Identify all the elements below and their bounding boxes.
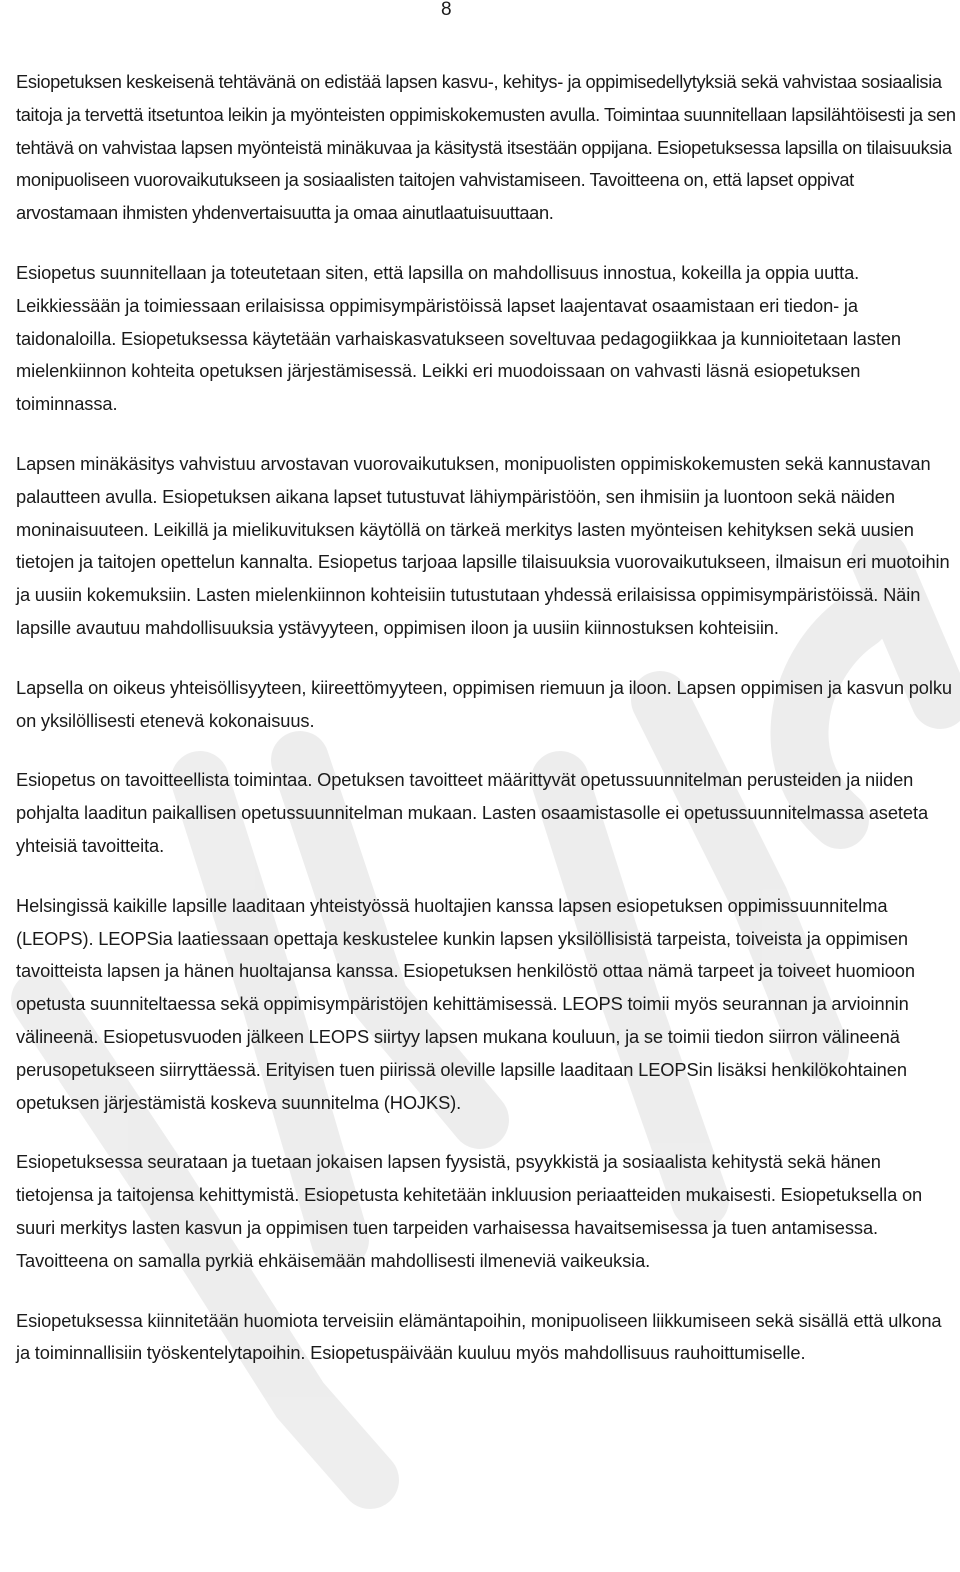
paragraph: Esiopetus suunnitellaan ja toteutetaan siten, että lapsilla on mahdollisuus innostua, kokeilla ja oppia uutta. Leikkiessään ja toimiessaan erilaisissa oppimisympäristöissä lapset laajentavat osaamistaan eri tiedon- ja taidonaloilla. Esiopetuksessa käytetään varhaiskasvatukseen soveltuvaa pedagogiikkaa ja kunnioitetaan lasten mielenkiinnon kohteita opetuksen järjestämisessä. Leikki eri muodoissaan on vahvasti läsnä esiopetuksen toiminnassa.: [16, 261, 901, 415]
paragraph: Esiopetuksen keskeisenä tehtävänä on edistää lapsen kasvu-, kehitys- ja oppimisedellytyksiä sekä vahvistaa sosiaalisia taitoja ja tervettä itsetuntoa leikin ja myönteisten oppimiskokemusten avulla. Toimintaa suunnitellaan lapsilähtöisesti ja sen tehtävä on vahvistaa lapsen myönteistä minäkuvaa ja käsitystä itsestään oppijana. Esiopetuksessa lapsilla on tilaisuuksia monipuoliseen vuorovaikutukseen ja sosiaalisten taitojen vahvistamiseen. Tavoitteena on, että lapset oppivat arvostamaan ihmisten yhdenvertaisuutta ja omaa ainutlaatuisuuttaan.: [16, 71, 956, 224]
paragraph: Lapsen minäkäsitys vahvistuu arvostavan vuorovaikutuksen, monipuolisten oppimiskokemusten sekä kannustavan palautteen avulla. Esiopetuksen aikana lapset tutustuvat lähiympäristöön, sen ihmisiin ja luontoon sekä näiden moninaisuuteen. Leikillä ja mielikuvituksen käytöllä on tärkeä merkitys lasten myönteisen kehityksen sekä uusien tietojen ja taitojen opettelun kannalta. Esiopetus tarjoaa lapsille tilaisuuksia vuorovaikutukseen, ilmaisun eri muotoihin ja uusiin kokemuksiin. Lasten mielenkiinnon kohteisiin tutustutaan yhdessä erilaisissa oppimisympäristöissä. Näin lapsille avautuu mahdollisuuksia ystävyyteen, oppimisen iloon ja uusiin kiinnostuksen kohteisiin.: [16, 452, 950, 638]
paragraph: Lapsella on oikeus yhteisöllisyyteen, kiireettömyyteen, oppimisen riemuun ja iloon. Lapsen oppimisen ja kasvun polku on yksilöllisesti etenevä kokonaisuus.: [16, 676, 952, 731]
paragraph: Esiopetuksessa kiinnitetään huomiota terveisiin elämäntapoihin, monipuoliseen liikkumiseen sekä sisällä että ulkona ja toiminnallisiin työskentelytapoihin. Esiopetuspäivään kuuluu myös mahdollisuus rauhoittumiselle.: [16, 1309, 942, 1364]
paragraph: Helsingissä kaikille lapsille laaditaan yhteistyössä huoltajien kanssa lapsen esiopetuksen oppimissuunnitelma (LEOPS). LEOPSia laatiessaan opettaja keskustelee kunkin lapsen yksilöllisistä tarpeista, toiveista ja oppimisen tavoitteista lapsen ja hänen huoltajansa kanssa. Esiopetuksen henkilöstö ottaa nämä tarpeet ja toiveet huomioon opetusta suunniteltaessa sekä oppimisympäristöjen kehittämisessä. LEOPS toimii myös seurannan ja arvioinnin välineenä. Esiopetusvuoden jälkeen LEOPS siirtyy lapsen mukana kouluun, ja se toimii tiedon siirron välineenä perusopetukseen siirryttäessä. Erityisen tuen piirissä oleville lapsille laaditaan LEOPSin lisäksi henkilökohtainen opetuksen järjestämistä koskeva suunnitelma (HOJKS).: [16, 894, 915, 1113]
document-body: [16, 66, 960, 1370]
paragraph: Esiopetuksessa seurataan ja tuetaan jokaisen lapsen fyysistä, psyykkistä ja sosiaalista kehitystä sekä hänen tietojensa ja taitojensa kehittymistä. Esiopetusta kehitetään inkluusion periaatteiden mukaisesti. Esiopetuksella on suuri merkitys lasten kasvun ja oppimisen tuen tarpeiden varhaisessa havaitsemisessa ja tuen antamisessa. Tavoitteena on samalla pyrkiä ehkäisemään mahdollisesti ilmeneviä vaikeuksia.: [16, 1151, 923, 1271]
paragraph: Esiopetus on tavoitteellista toimintaa. Opetuksen tavoitteet määrittyvät opetussuunnitelman perusteiden ja niiden pohjalta laaditun paikallisen opetussuunnitelman mukaan. Lasten osaamistasolle ei opetussuunnitelmassa aseteta yhteisiä tavoitteita.: [16, 769, 929, 856]
page-number: 8: [441, 0, 452, 20]
